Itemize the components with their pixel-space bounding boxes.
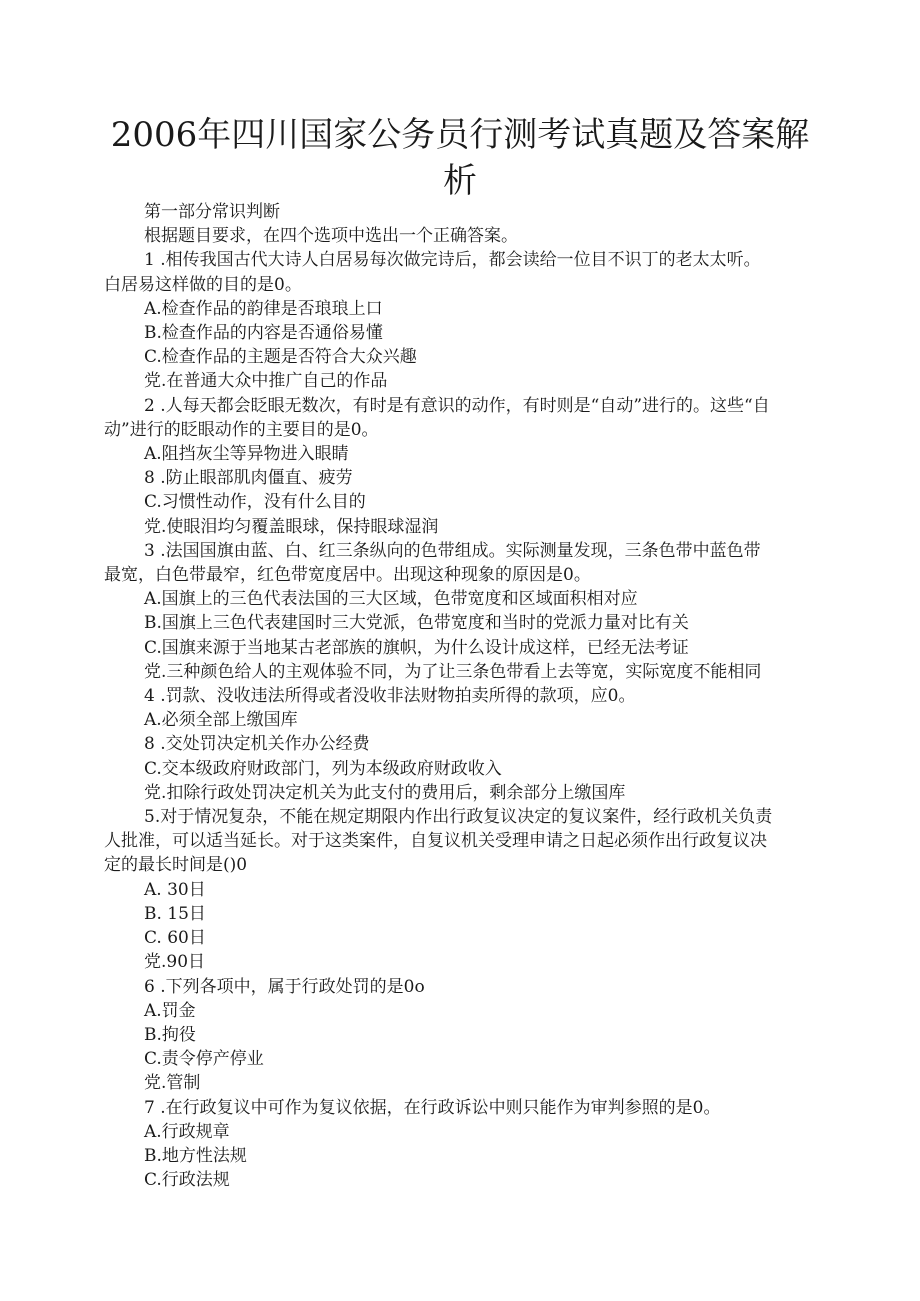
text-line: 党.扣除行政处罚决定机关为此支付的费用后，剩余部分上缴国库 bbox=[144, 782, 626, 803]
text-line: A.必须全部上缴国库 bbox=[144, 710, 298, 731]
text-line: 最宽，白色带最窄，红色带宽度居中。出现这种现象的原因是0。 bbox=[104, 565, 591, 586]
text-line: 8 .交处罚决定机关作办公经费 bbox=[144, 734, 370, 755]
text-line: 6 .下列各项中，属于行政处罚的是0o bbox=[144, 976, 425, 997]
text-line: C.检查作品的主题是否符合大众兴趣 bbox=[144, 347, 417, 368]
text-line: B.拘役 bbox=[144, 1024, 196, 1045]
text-line: A.国旗上的三色代表法国的三大区域，色带宽度和区域面积相对应 bbox=[144, 589, 638, 610]
text-line: 3 .法国国旗由蓝、白、红三条纵向的色带组成。实际测量发现，三条色带中蓝色带 bbox=[144, 540, 761, 561]
text-line: 党.使眼泪均匀覆盖眼球，保持眼球湿润 bbox=[144, 516, 439, 537]
text-line: 7 .在行政复议中可作为复议依据，在行政诉讼中则只能作为审判参照的是0。 bbox=[144, 1097, 721, 1118]
text-line: C.习惯性动作，没有什么目的 bbox=[144, 492, 366, 513]
text-line: 党.管制 bbox=[144, 1073, 201, 1094]
title-line-1: 2006年四川国家公务员行测考试真题及答案解 bbox=[110, 115, 810, 155]
text-line: 第一部分常识判断 bbox=[144, 202, 280, 222]
text-line: 2 .人每天都会眨眼无数次，有时是有意识的动作，有时则是“自动”进行的。这些“自 bbox=[144, 395, 770, 416]
text-line: A.检查作品的韵律是否琅琅上口 bbox=[144, 298, 383, 319]
text-line: A.罚金 bbox=[144, 1000, 196, 1021]
text-line: 定的最长时间是()0 bbox=[104, 855, 248, 876]
text-line: B.国旗上三色代表建国时三大党派，色带宽度和当时的党派力量对比有关 bbox=[144, 613, 689, 634]
text-line: C.责令停产停业 bbox=[144, 1049, 264, 1070]
document-body bbox=[104, 200, 824, 1192]
text-line: 党.90日 bbox=[144, 952, 206, 973]
text-line: C.国旗来源于当地某古老部族的旗帜，为什么设计成这样，已经无法考证 bbox=[144, 637, 689, 658]
text-line: A. 30日 bbox=[144, 879, 206, 900]
text-line: B. 15日 bbox=[144, 903, 206, 924]
text-line: 人批准，可以适当延长。对于这类案件，自复议机关受理申请之日起必须作出行政复议决 bbox=[104, 831, 767, 852]
text-line: C.行政法规 bbox=[144, 1170, 230, 1191]
text-line: C.交本级政府财政部门，列为本级政府财政收入 bbox=[144, 758, 502, 779]
text-line: 8 .防止眼部肌肉僵直、疲劳 bbox=[144, 468, 353, 489]
text-line: 党.在普通大众中推广自己的作品 bbox=[144, 371, 388, 392]
text-line: 党.三种颜色给人的主观体验不同，为了让三条色带看上去等宽，实际宽度不能相同 bbox=[144, 661, 762, 682]
text-line: 4 .罚款、没收违法所得或者没收非法财物拍卖所得的款项，应0。 bbox=[144, 686, 636, 707]
text-line: 白居易这样做的目的是0。 bbox=[104, 274, 302, 295]
text-line: 根据题目要求，在四个选项中选出一个正确答案。 bbox=[144, 226, 518, 247]
text-line: A.阻挡灰尘等异物进入眼睛 bbox=[144, 444, 349, 465]
text-line: C. 60日 bbox=[144, 928, 206, 949]
text-line: B.检查作品的内容是否通俗易懂 bbox=[144, 323, 383, 344]
text-line: A.行政规章 bbox=[144, 1121, 230, 1142]
text-line: 1 .相传我国古代大诗人白居易每次做完诗后，都会读给一位目不识丁的老太太听。 bbox=[144, 250, 761, 271]
text-line: 5.对于情况复杂，不能在规定期限内作出行政复议决定的复议案件，经行政机关负责 bbox=[144, 807, 773, 828]
text-line: B.地方性法规 bbox=[144, 1145, 247, 1166]
text-line: 动”进行的眨眼动作的主要目的是0。 bbox=[104, 419, 379, 440]
title-line-2: 析 bbox=[443, 161, 477, 201]
document-title bbox=[100, 112, 820, 204]
